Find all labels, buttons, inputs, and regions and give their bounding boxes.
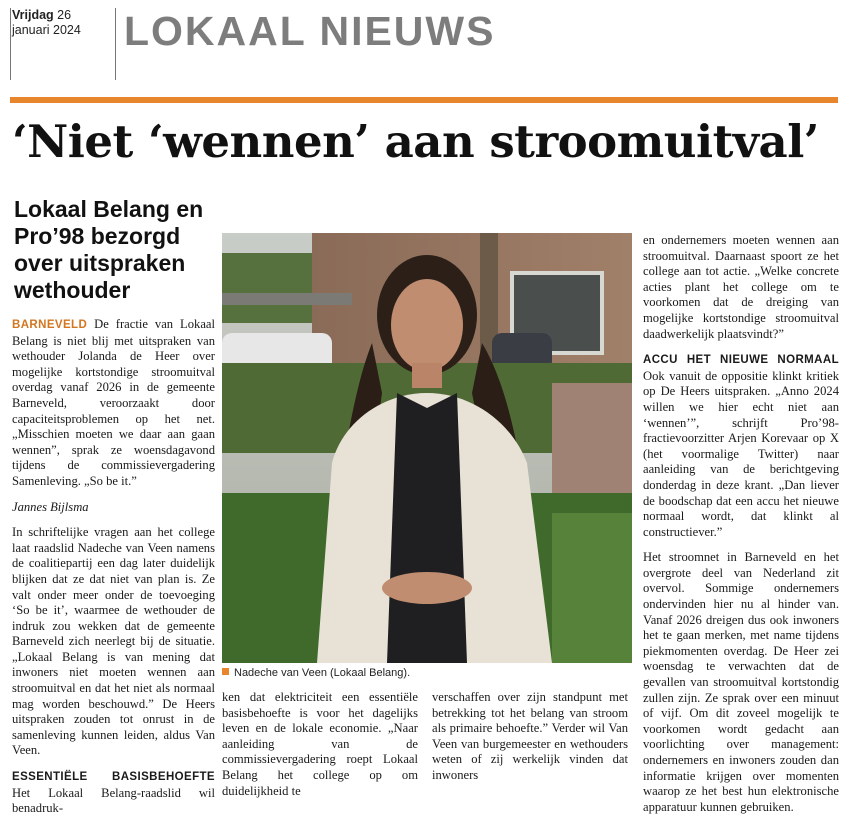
caption-bullet [222,668,229,675]
dateline: BARNEVELD [12,319,88,331]
byline: Jannes Bijlsma [12,499,89,514]
body-paragraph: ken dat elektriciteit een essentiële basisbehoefte is voor het dagelijks leven en de lokale economie. „Naar aanleiding van de commissievergadering roept Lokaal Belang het college op om duidelijkheid te [222,690,418,798]
intertitle-text: Ook vanuit de oppositie klinkt kritiek op De Heers uitspraken. „Anno 2024 willen we hier echt niet aan ‘wennen’”, schrijft Pro’98-fractievoorzitter Arjen Korevaar op X (het voormalige Twitter) naar aanleiding van de berichtgeving donderdag in deze krant. „Dan liever de boodschap dat een accu het nieuwe normaal wordt, dat klinkt al constructiever.” [643,368,839,539]
body-paragraph-intertitle [643,352,839,540]
article-subhead: Lokaal Belang en Pro’98 bezorgd over uitspraken wethouder [14,196,204,303]
edition-date-number: 26 [57,8,72,22]
photo-caption [222,666,632,680]
article-column-1 [12,317,215,817]
photo-caption-text: Nadeche van Veen (Lokaal Belang). [234,667,411,679]
intertitle-kicker: ESSENTIËLE BASISBEHOEFTE [12,771,215,784]
section-accent-bar [10,97,838,103]
edition-day: Vrijdag [12,8,54,22]
intertitle-text: Het Lokaal Belang-raadslid wil benadruk- [12,785,215,816]
article-column-4 [643,233,839,815]
article-headline: ‘Niet ‘wennen’ aan stroomuitval’ [12,115,819,168]
lead-paragraph [12,317,215,490]
portrait-photo-icon [222,233,632,663]
section-title: LOKAAL NIEUWS [124,8,496,54]
intertitle-kicker: ACCU HET NIEUWE NORMAAL [643,354,839,367]
article-column-2 [222,690,418,799]
body-paragraph: verschaffen over zijn standpunt met betrekking tot het belang van stroom als primaire behoefte.” Verder wil Van Veen van burgemeester en wethouders weten of zij werkelijk vinden dat inwoners [432,690,628,782]
body-paragraph: Het stroomnet in Barneveld en het overgrote deel van Nederland zit overvol. Sommige ondernemers ondervinden hier nu al hinder van. Vanaf 2026 dreigen dus ook inwoners het te gaan merken, met name tijdens piekmomenten overdag. De Heer zei woensdag te verwachten dat de gevallen van stroomuitval kortstondig zullen zijn. Ze sprak over een minuut of vijf. Om dit zoveel mogelijk te voorkomen wordt gedacht aan voorlichting over management: ondernemers en inwoners zouden dan informatie krijgen over momenten waarop ze het best hun elektronische apparatuur kunnen gebruiken. [643,550,839,814]
masthead-left-rule [10,8,11,80]
body-paragraph: In schriftelijke vragen aan het college laat raadslid Nadeche van Veen namens de coalitiepartij een dag later duidelijk blijken dat ze dat niet van plan is. Ze valt onder meer onder de toevoeging ‘So be it’, waarmee de wethouder de indruk zou wekken dat de gemeente Barneveld zich neerlegt bij de situatie. „Lokaal Belang is van mening dat inwoners niet moeten wennen aan stroomuitval en dat het niet als normaal mag worden beschouwd.” De Heers uitspraken zouden tot onrust in de samenleving kunnen leiden, aldus Van Veen. [12,525,215,758]
body-paragraph: en ondernemers moeten wennen aan stroomuitval. Daarnaast spoort ze het college aan tot actie. „Welke concrete acties plant het college om te voorkomen dat de dreiging van mogelijke kortstondige stroomuitval daadwerkelijk plaatsvindt?” [643,233,839,341]
masthead-divider [115,8,116,80]
lead-text: De fractie van Lokaal Belang is niet blij met uitspraken van wethouder Jolanda de Heer over mogelijke kortstondige stroomuitval overdag vanaf 2026 in de gemeente Barneveld, veroorzaakt door capaciteitsproblemen op het net. „Misschien moeten we daar aan gaan wennen”, sprak ze woensdagavond tijdens de commissievergadering Samenleving. „So be it.” [12,317,215,488]
body-paragraph-intertitle [12,769,215,817]
article-column-3 [432,690,628,784]
article-photo [222,233,632,663]
edition-date [12,8,112,38]
edition-month-year: januari 2024 [12,23,81,37]
